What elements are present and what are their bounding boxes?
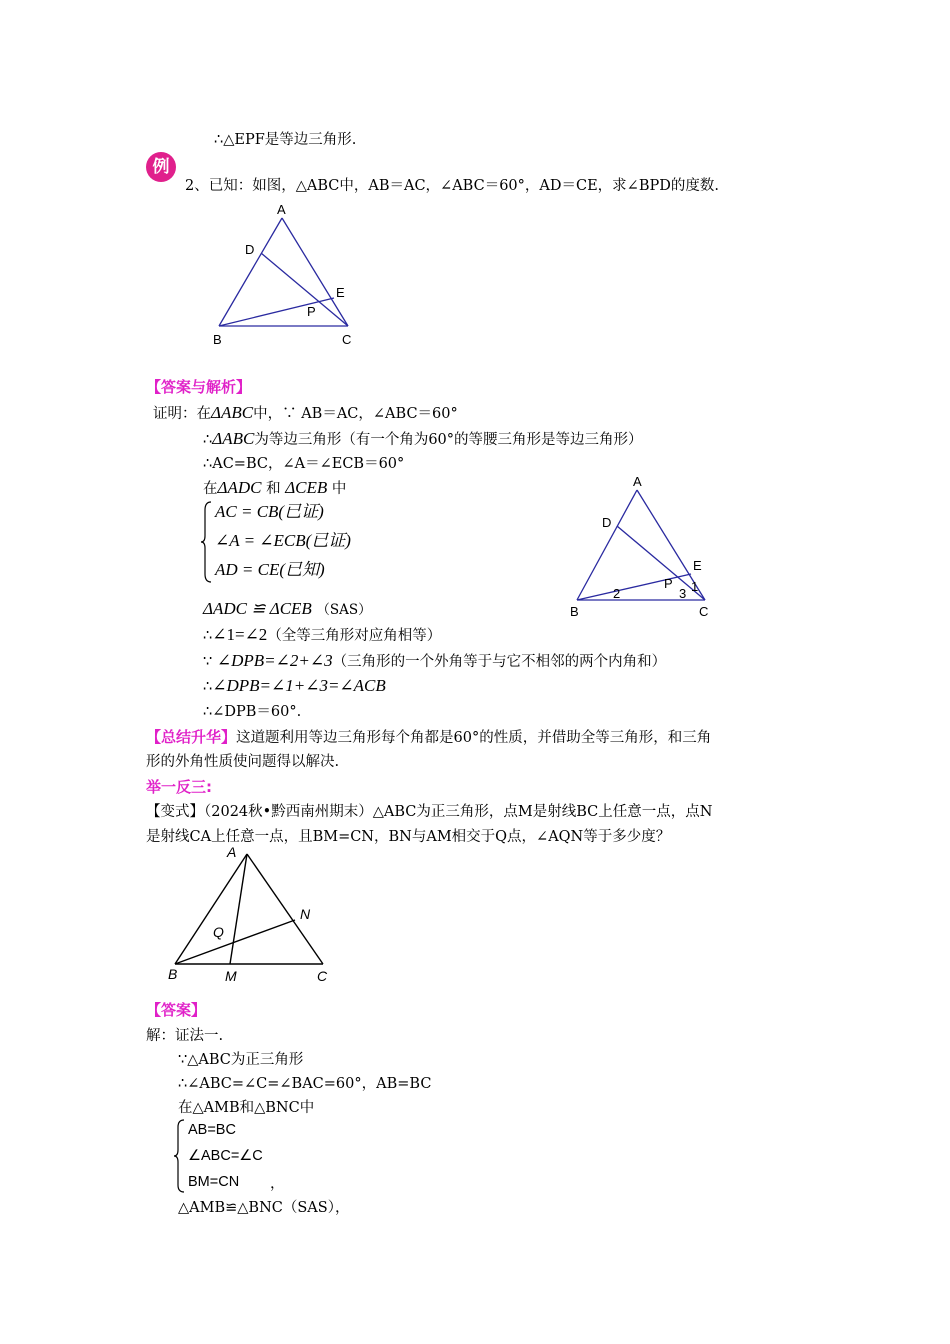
label-angle-1: 1 bbox=[691, 579, 699, 594]
label-a: A bbox=[633, 474, 642, 489]
figure-1 bbox=[205, 198, 365, 350]
conclusion-line: ∴△EPF是等边三角形. bbox=[214, 132, 357, 148]
label-c: C bbox=[342, 332, 352, 347]
congruence-line: ΔADC ≌ ΔCEB （SAS） bbox=[203, 599, 372, 618]
label-angle-2: 2 bbox=[613, 586, 621, 601]
solution-condition-2: ∠ABC=∠C bbox=[188, 1148, 263, 1164]
solution-line-4: 在△AMB和△BNC中 bbox=[178, 1100, 315, 1116]
summary-heading: 【总结升华】 bbox=[146, 728, 237, 746]
label-a: A bbox=[227, 844, 237, 860]
answer2-heading: 【答案】 bbox=[146, 1001, 207, 1019]
proof-line-2: ∴ΔABC为等边三角形（有一个角为60°的等腰三角形是等边三角形） bbox=[203, 429, 643, 448]
edge-ac bbox=[247, 854, 323, 964]
solution-condition-1: AB=BC bbox=[188, 1122, 236, 1138]
label-e: E bbox=[336, 285, 345, 300]
figure-2 bbox=[565, 470, 725, 622]
brace-1 bbox=[201, 500, 213, 584]
label-p: P bbox=[664, 576, 673, 591]
problem-statement: 2、已知：如图，△ABC中，AB＝AC，∠ABC＝60°，AD＝CE，求∠BPD的度数. bbox=[185, 178, 719, 194]
label-m: M bbox=[225, 968, 237, 984]
edge-ab bbox=[577, 490, 637, 600]
summary-continuation: 形的外角性质使问题得以解决. bbox=[146, 754, 340, 770]
segment-dc bbox=[261, 253, 348, 326]
summary-paragraph: 【总结升华】这道题利用等边三角形每个角都是60°的性质，并借助全等三角形，和三角 bbox=[146, 728, 712, 746]
label-n: N bbox=[300, 906, 311, 922]
condition-3: AD = CE(已知) bbox=[215, 560, 325, 579]
proof-line-1: 证明：在ΔABC中，∵ AB＝AC，∠ABC＝60° bbox=[153, 403, 458, 422]
result-line: ∴∠DPB＝60°. bbox=[203, 704, 302, 720]
proof-line-4: 在ΔADC 和 ΔCEB 中 bbox=[203, 478, 347, 497]
label-b: B bbox=[570, 604, 579, 619]
label-c: C bbox=[699, 604, 709, 619]
label-b: B bbox=[168, 966, 178, 982]
label-p: P bbox=[307, 304, 316, 319]
edge-ab bbox=[175, 854, 247, 964]
variation-heading: 举一反三: bbox=[146, 778, 212, 796]
exterior-angle-line: ∵ ∠DPB=∠2+∠3（三角形的一个外角等于与它不相邻的两个内角和） bbox=[203, 651, 667, 670]
label-b: B bbox=[213, 332, 222, 347]
label-a: A bbox=[277, 202, 286, 217]
solution-line-1: 解：证法一. bbox=[146, 1028, 224, 1044]
label-d: D bbox=[602, 515, 612, 530]
brace-2 bbox=[174, 1118, 186, 1194]
segment-be bbox=[577, 574, 691, 600]
condition-1: AC = CB(已证) bbox=[215, 502, 324, 521]
label-d: D bbox=[245, 242, 255, 257]
label-c: C bbox=[317, 968, 328, 984]
solution-condition-3: BM=CN bbox=[188, 1174, 240, 1190]
edge-ab bbox=[219, 218, 282, 326]
label-e: E bbox=[693, 558, 702, 573]
example-badge: 例 bbox=[146, 152, 176, 182]
angle-sum-line: ∴∠DPB=∠1+∠3=∠ACB bbox=[203, 676, 386, 695]
segment-am bbox=[230, 854, 247, 964]
variation-line-2: 是射线CA上任意一点，且BM=CN，BN与AM相交于Q点，∠AQN等于多少度？ bbox=[146, 829, 671, 845]
solution-line-3: ∴∠ABC=∠C=∠BAC=60°，AB=BC bbox=[178, 1076, 432, 1092]
angle-equality-line: ∴∠1=∠2（全等三角形对应角相等） bbox=[203, 625, 442, 644]
condition-2: ∠A = ∠ECB(已证) bbox=[215, 531, 351, 550]
segment-bn bbox=[175, 920, 295, 964]
label-angle-3: 3 bbox=[679, 586, 687, 601]
variation-line-1: 【变式】（2024秋•黔西南州期末）△ABC为正三角形，点M是射线BC上任意一点，点N bbox=[146, 804, 713, 820]
proof-line-3: ∴AC=BC，∠A＝∠ECB＝60° bbox=[203, 456, 405, 472]
label-q: Q bbox=[213, 924, 224, 940]
solution-line-2: ∵△ABC为正三角形 bbox=[178, 1052, 304, 1068]
solution-line-5: △AMB≌△BNC（SAS）， bbox=[178, 1200, 350, 1216]
segment-be bbox=[219, 298, 334, 326]
answer-heading: 【答案与解析】 bbox=[146, 378, 252, 396]
solution-condition-comma: ， bbox=[270, 1176, 285, 1192]
figure-3 bbox=[165, 842, 340, 987]
